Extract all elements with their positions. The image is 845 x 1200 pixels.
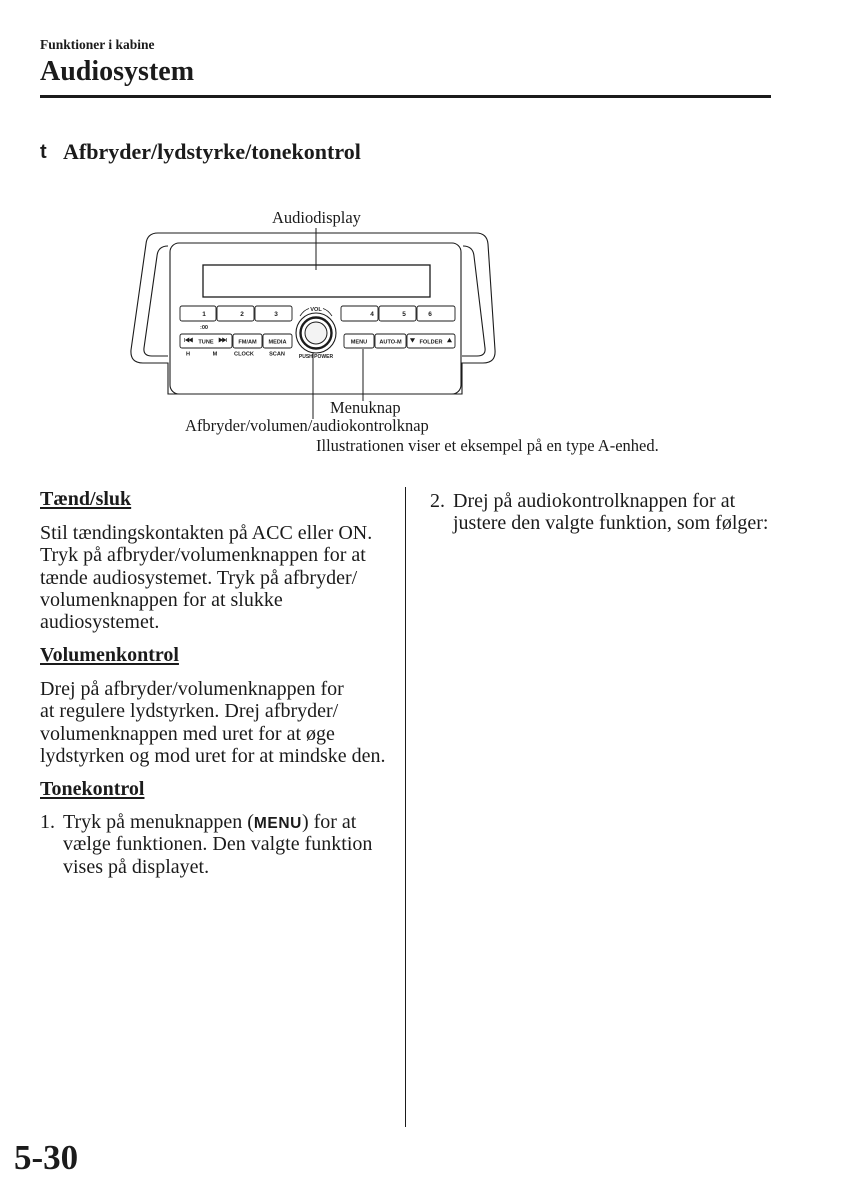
running-header: Funktioner i kabine xyxy=(40,37,155,52)
paragraph-line: volumenknappen med uret for at øge xyxy=(40,722,335,745)
paragraph-line: Stil tændingskontakten på ACC eller ON. xyxy=(40,522,373,544)
right-ear-inner-edge xyxy=(462,246,485,356)
preset-button-2 xyxy=(217,306,254,321)
preset-sub-label: :00 xyxy=(199,325,209,331)
preset-button-5 xyxy=(379,306,416,321)
paragraph-line xyxy=(63,811,372,833)
preset-label-6: 6 xyxy=(428,311,432,318)
paragraph-power xyxy=(40,522,372,633)
page-title: Audiosystem xyxy=(40,56,195,87)
sub-label-h: H xyxy=(185,351,191,358)
paragraph-line: tænde audiosystemet. Tryk på afbryder/ xyxy=(40,566,358,589)
paragraph-line: Tryk på afbryder/volumenknappen for at xyxy=(40,544,366,567)
section-bullet: t xyxy=(40,141,47,163)
preset-label-1: 1 xyxy=(202,311,206,318)
paragraph-line: audiosystemet. xyxy=(40,611,160,634)
page-number: 5-30 xyxy=(14,1138,79,1177)
audio-unit-illustration xyxy=(120,200,520,425)
paragraph-line: Drej på audiokontrolknappen for at xyxy=(453,490,736,512)
title-rule xyxy=(40,95,771,98)
paragraph-line: vises på displayet. xyxy=(63,855,210,878)
paragraph-volume xyxy=(40,678,386,767)
menu-button-label: Menuknap xyxy=(330,398,401,417)
preset-label-5: 5 xyxy=(402,311,406,318)
paragraph-line: vælge funktionen. Den valgte funktion xyxy=(63,833,373,856)
preset-label-4: 4 xyxy=(370,311,374,318)
list-item-text: Tryk på menuknappen ( xyxy=(63,811,254,833)
list-number-1: 1. xyxy=(40,811,55,833)
paragraph-line: at regulere lydstyrken. Drej afbryder/ xyxy=(40,700,339,723)
column-divider xyxy=(405,487,406,1127)
section-heading: Afbryder/lydstyrke/tonekontrol xyxy=(63,139,361,164)
push-power-label: PUSH POWER xyxy=(298,354,334,360)
paragraph-line: justere den valgte funktion, som følger: xyxy=(453,512,769,535)
paragraph-line: volumenknappen for at slukke xyxy=(40,588,283,611)
sub-label-scan: SCAN xyxy=(269,351,285,358)
list-item-1 xyxy=(63,811,372,878)
list-number-2: 2. xyxy=(430,490,445,512)
heading-volume: Volumenkontrol xyxy=(40,644,179,666)
heading-tone: Tonekontrol xyxy=(40,778,145,800)
preset-button-1 xyxy=(180,306,216,321)
figure-caption: Illustrationen viser et eksempel på en type A-enhed. xyxy=(316,436,659,455)
left-ear-inner-edge xyxy=(144,246,168,356)
auto-m-label: AUTO-M xyxy=(379,339,402,346)
vol-label: VOL xyxy=(310,307,322,313)
paragraph-line: Drej på afbryder/volumenknappen for xyxy=(40,678,344,700)
heading-power: Tænd/sluk xyxy=(40,488,132,510)
preset-button-6 xyxy=(417,306,455,321)
list-item-text: ) for at xyxy=(301,811,357,833)
preset-label-2: 2 xyxy=(240,311,244,318)
menu-label: MENU xyxy=(350,339,368,346)
tune-label: TUNE xyxy=(198,339,214,346)
volume-knob-cap xyxy=(305,322,327,344)
menu-symbol: MENU xyxy=(253,815,302,832)
folder-label: FOLDER xyxy=(419,339,443,346)
knob-label: Afbryder/volumen/audiokontrolknap xyxy=(185,416,429,435)
list-item-2 xyxy=(453,490,768,535)
display-label: Audiodisplay xyxy=(272,208,361,227)
fm-am-label: FM/AM xyxy=(238,339,257,346)
sub-label-m: M xyxy=(212,351,218,358)
sub-label-clock: CLOCK xyxy=(234,351,254,358)
preset-label-3: 3 xyxy=(274,311,278,318)
paragraph-line: lydstyrken og mod uret for at mindske den. xyxy=(40,744,386,767)
media-label: MEDIA xyxy=(268,339,287,346)
